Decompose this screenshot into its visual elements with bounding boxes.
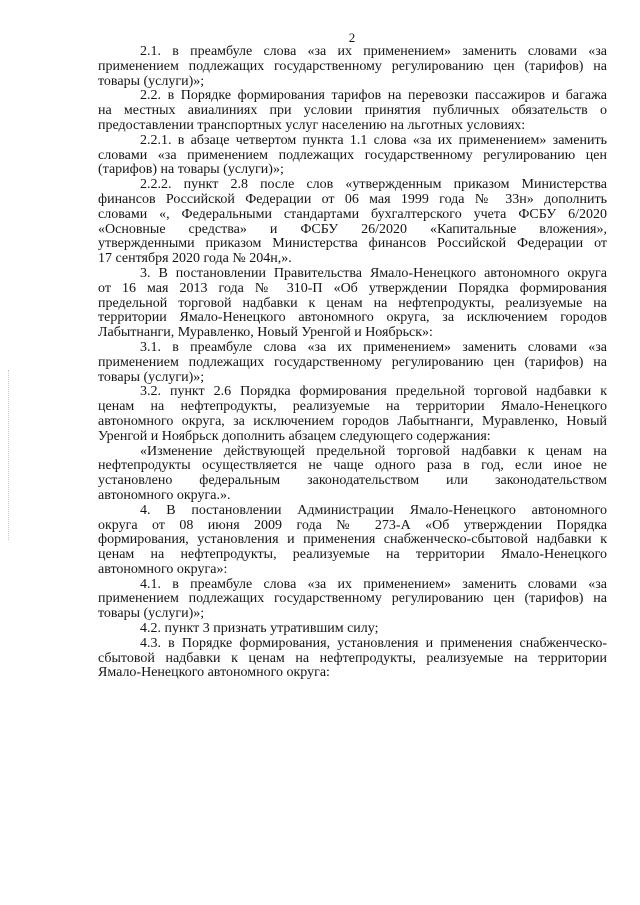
clause-2-1 — [98, 45, 607, 89]
text-line: сбытовой надбавки к ценам на нефтепродукты, реализуемые на территории — [98, 650, 607, 666]
text-line: округа от 08 июня 2009 года № 273-А «Об утверждении Порядка — [98, 517, 607, 533]
text-line: 3.2. пункт 2.6 Порядка формирования предельной торговой надбавки к — [140, 384, 607, 400]
text-line: ценам на нефтепродукты, реализуемые на территории Ямало-Ненецкого — [98, 399, 607, 415]
text-line: «Основные средства» и ФСБУ 26/2020 «Капитальные вложения», — [98, 221, 607, 237]
text-line: Лабытнанги, Муравленко, Новый Уренгой и Ноябрьск»: — [98, 325, 433, 341]
page-number: 2 — [348, 30, 356, 45]
text-line: (тарифов) на товары (услуги)»; — [98, 162, 284, 178]
text-line: Ямало-Ненецкого автономного округа: — [98, 665, 330, 681]
text-line: словами «за применением подлежащих государственному регулированию цен — [98, 147, 607, 163]
clause-2-2-2 — [98, 178, 607, 267]
clause-2-2-1 — [98, 134, 607, 178]
text-line: 4.2. пункт 3 признать утратившим силу; — [140, 621, 379, 637]
clause-4-3 — [98, 637, 607, 681]
text-line: 2.2.2. пункт 2.8 после слов «утвержденным приказом Министерства — [140, 177, 607, 193]
text-line: Уренгой и Ноябрьск дополнить абзацем следующего содержания: — [98, 428, 491, 444]
clause-4-2 — [98, 622, 607, 637]
text-line: ценам на нефтепродукты, реализуемые на территории Ямало-Ненецкого — [98, 547, 607, 563]
clause-3-1 — [98, 341, 607, 385]
document-body — [98, 45, 607, 681]
text-line: словами «, Федеральными стандартами бухгалтерского учета ФСБУ 6/2020 — [98, 206, 607, 222]
text-line: 4.3. в Порядке формирования, установления и применения снабженческо- — [140, 635, 607, 651]
quoted-amendment-text — [98, 445, 607, 504]
text-line: 4. В постановлении Администрации Ямало-Ненецкого автономного — [140, 502, 607, 518]
text-line: 17 сентября 2020 года № 204н,». — [98, 251, 292, 267]
text-line: предоставлении транспортных услуг населению на льготных условиях: — [98, 117, 526, 133]
text-line: «Изменение действующей предельной торговой надбавки к ценам на — [140, 443, 607, 459]
text-line: утвержденными приказом Министерства финансов Российской Федерации от — [98, 236, 607, 252]
text-line: 4.1. в преамбуле слова «за их применением» заменить словами «за — [140, 576, 607, 592]
text-line: применением подлежащих государственному регулированию цен (тарифов) на — [98, 58, 607, 74]
clause-2-2 — [98, 89, 607, 133]
text-line: финансов Российской Федерации от 06 мая 1999 года № 33н» дополнить — [98, 191, 607, 207]
text-line: применением подлежащих государственному регулированию цен (тарифов) на — [98, 591, 607, 607]
text-line: 2.1. в преамбуле слова «за их применением» заменить словами «за — [140, 44, 607, 59]
text-line: на местных авиалиниях при условии принятия публичных обязательств о — [98, 103, 607, 119]
text-line: применением подлежащих государственному регулированию цен (тарифов) на — [98, 354, 607, 370]
text-line: автономного округа»: — [98, 561, 228, 577]
text-line: товары (услуги)»; — [98, 606, 205, 622]
text-line: установлено федеральным законодательством или законодательством — [98, 473, 607, 489]
text-line: автономного округа, за исключением городов Лабытнанги, Муравленко, Новый — [98, 413, 607, 429]
text-line: товары (услуги)»; — [98, 73, 205, 89]
text-line: 2.2. в Порядке формирования тарифов на перевозки пассажиров и багажа — [140, 88, 607, 104]
clause-3 — [98, 267, 607, 341]
clause-4 — [98, 504, 607, 578]
text-line: формирования, установления и применения снабженческо-сбытовой надбавки к — [98, 532, 607, 548]
text-line: 3. В постановлении Правительства Ямало-Ненецкого автономного округа — [140, 265, 607, 281]
clause-3-2 — [98, 385, 607, 444]
text-line: 2.2.1. в абзаце четвертом пункта 1.1 слова «за их применением» заменить — [140, 132, 607, 148]
text-line: товары (услуги)»; — [98, 369, 205, 385]
text-line: 3.1. в преамбуле слова «за их применением» заменить словами «за — [140, 339, 607, 355]
text-line: автономного округа.». — [98, 487, 231, 503]
clause-4-1 — [98, 578, 607, 622]
text-line: территории Ямало-Ненецкого автономного округа, за исключением городов — [98, 310, 607, 326]
text-line: нефтепродукты осуществляется не чаще одного раза в год, если иное не — [98, 458, 607, 474]
text-line: от 16 мая 2013 года № 310-П «Об утверждении Порядка формирования — [98, 280, 607, 296]
text-line: предельной торговой надбавки к ценам на нефтепродукты, реализуемые на — [98, 295, 607, 311]
scan-margin-mark — [8, 370, 9, 540]
